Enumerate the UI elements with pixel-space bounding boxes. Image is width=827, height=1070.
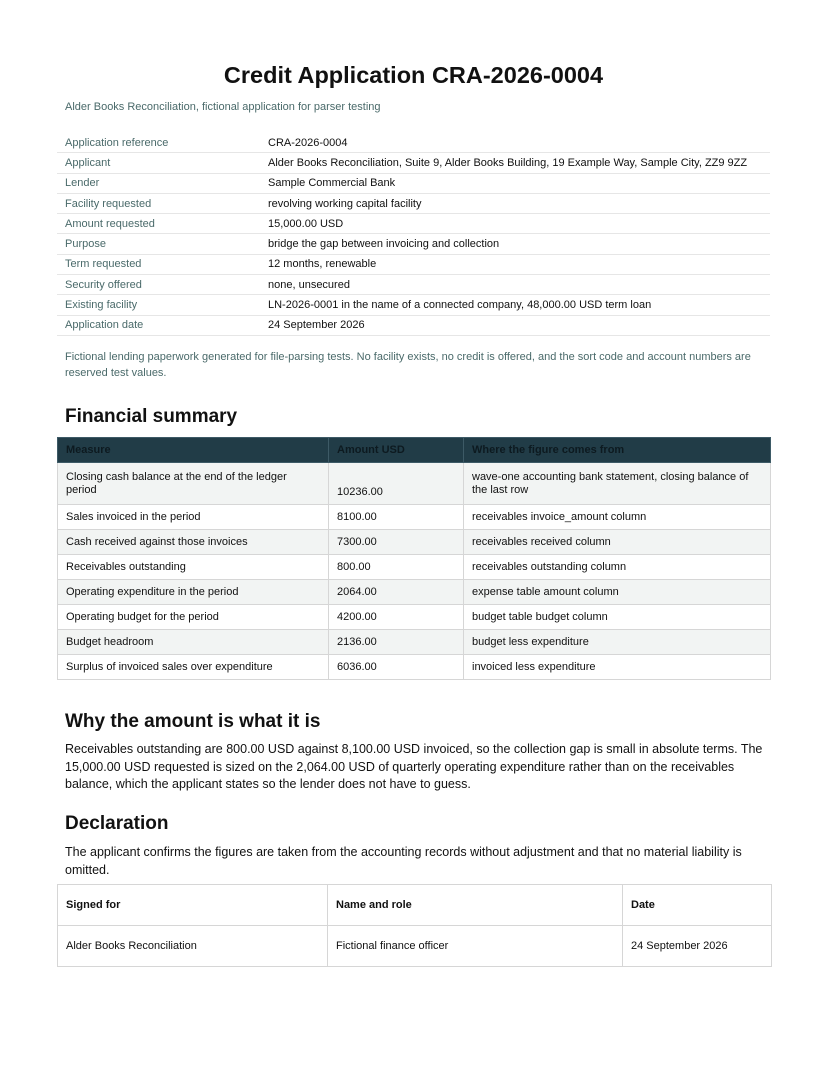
- table-row: [58, 530, 771, 555]
- detail-value: revolving working capital facility: [260, 193, 770, 213]
- why-amount-heading: Why the amount is what it is: [65, 711, 321, 732]
- detail-value: bridge the gap between invoicing and collection: [260, 234, 770, 254]
- source-cell: expense table amount column: [464, 580, 771, 605]
- amount-cell: 4200.00: [329, 605, 464, 630]
- detail-key: Applicant: [57, 153, 260, 173]
- amount-cell: 2064.00: [329, 580, 464, 605]
- table-row: [58, 555, 771, 580]
- detail-row: [57, 173, 770, 193]
- column-header: Amount USD: [329, 438, 464, 463]
- measure-cell: Operating expenditure in the period: [58, 580, 329, 605]
- column-header: Name and role: [328, 885, 623, 926]
- detail-value: 24 September 2026: [260, 315, 770, 335]
- amount-cell: 800.00: [329, 555, 464, 580]
- signature-row: [58, 926, 772, 967]
- signed-for-cell: Alder Books Reconciliation: [58, 926, 328, 967]
- table-row: [58, 580, 771, 605]
- column-header: Measure: [58, 438, 329, 463]
- signature-header-row: [58, 885, 772, 926]
- detail-row: [57, 315, 770, 335]
- measure-cell: Cash received against those invoices: [58, 530, 329, 555]
- detail-row: [57, 193, 770, 213]
- measure-cell: Operating budget for the period: [58, 605, 329, 630]
- table-row: [58, 630, 771, 655]
- source-cell: receivables received column: [464, 530, 771, 555]
- column-header: Signed for: [58, 885, 328, 926]
- detail-value: CRA-2026-0004: [260, 133, 770, 153]
- application-details-table: [57, 133, 770, 336]
- detail-value: 15,000.00 USD: [260, 214, 770, 234]
- table-row: [58, 655, 771, 680]
- financial-summary-table: [57, 437, 771, 680]
- detail-key: Amount requested: [57, 214, 260, 234]
- detail-value: Alder Books Reconciliation, Suite 9, Alder Books Building, 19 Example Way, Sample City, ZZ9 9ZZ: [260, 153, 770, 173]
- amount-cell: 2136.00: [329, 630, 464, 655]
- source-cell: budget less expenditure: [464, 630, 771, 655]
- measure-cell: Sales invoiced in the period: [58, 505, 329, 530]
- declaration-heading: Declaration: [65, 813, 169, 834]
- detail-key: Existing facility: [57, 295, 260, 315]
- source-cell: receivables outstanding column: [464, 555, 771, 580]
- signature-table: [57, 884, 772, 967]
- name-role-cell: Fictional finance officer: [328, 926, 623, 967]
- table-row: [58, 605, 771, 630]
- measure-cell: Receivables outstanding: [58, 555, 329, 580]
- detail-value: LN-2026-0001 in the name of a connected company, 48,000.00 USD term loan: [260, 295, 770, 315]
- measure-cell: Closing cash balance at the end of the ledger period: [58, 463, 329, 505]
- date-cell: 24 September 2026: [623, 926, 772, 967]
- table-row: [58, 505, 771, 530]
- source-cell: receivables invoice_amount column: [464, 505, 771, 530]
- detail-row: [57, 254, 770, 274]
- amount-cell: 8100.00: [329, 505, 464, 530]
- amount-cell: 6036.00: [329, 655, 464, 680]
- detail-row: [57, 153, 770, 173]
- detail-key: Term requested: [57, 254, 260, 274]
- detail-row: [57, 214, 770, 234]
- detail-key: Application date: [57, 315, 260, 335]
- column-header: Where the figure comes from: [464, 438, 771, 463]
- measure-cell: Budget headroom: [58, 630, 329, 655]
- table-row: [58, 463, 771, 505]
- column-header: Date: [623, 885, 772, 926]
- detail-key: Facility requested: [57, 193, 260, 213]
- table-header-row: [58, 438, 771, 463]
- amount-cell: 7300.00: [329, 530, 464, 555]
- detail-key: Security offered: [57, 275, 260, 295]
- why-amount-text: Receivables outstanding are 800.00 USD against 8,100.00 USD invoiced, so the collection gap is small in absolute terms. The 15,000.00 USD requested is sized on the 2,064.00 USD of quarterly operating expenditure rather than on the receivables balance, which the applicant states so the lender does not have to guess.: [65, 742, 763, 791]
- detail-key: Purpose: [57, 234, 260, 254]
- detail-value: 12 months, renewable: [260, 254, 770, 274]
- source-cell: invoiced less expenditure: [464, 655, 771, 680]
- page-subtitle: Alder Books Reconciliation, fictional application for parser testing: [65, 101, 381, 113]
- detail-value: Sample Commercial Bank: [260, 173, 770, 193]
- detail-row: [57, 275, 770, 295]
- detail-row: [57, 234, 770, 254]
- measure-cell: Surplus of invoiced sales over expenditure: [58, 655, 329, 680]
- disclaimer-note: Fictional lending paperwork generated for file-parsing tests. No facility exists, no credit is offered, and the sort code and account numbers are reserved test values.: [65, 351, 751, 379]
- detail-row: [57, 133, 770, 153]
- source-cell: budget table budget column: [464, 605, 771, 630]
- detail-row: [57, 295, 770, 315]
- page-title: Credit Application CRA-2026-0004: [223, 62, 604, 88]
- source-cell: wave-one accounting bank statement, closing balance of the last row: [464, 463, 771, 505]
- detail-key: Lender: [57, 173, 260, 193]
- detail-key: Application reference: [57, 133, 260, 153]
- amount-cell: 10236.00: [329, 463, 464, 505]
- declaration-text: The applicant confirms the figures are taken from the accounting records without adjustment and that no material liability is omitted.: [65, 845, 742, 877]
- detail-value: none, unsecured: [260, 275, 770, 295]
- financial-summary-heading: Financial summary: [65, 406, 238, 427]
